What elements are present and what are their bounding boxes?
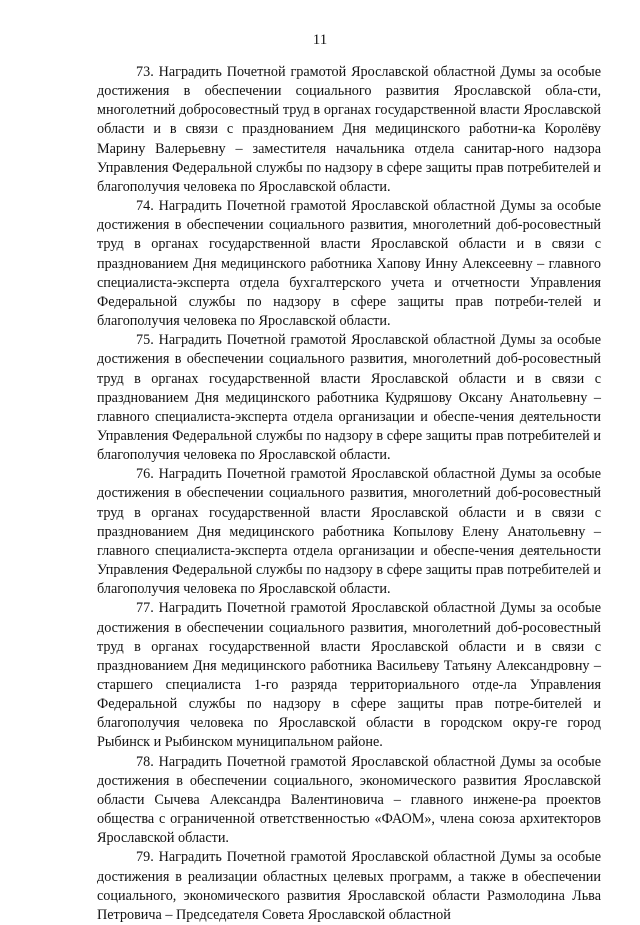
paragraph-74: 74. Наградить Почетной грамотой Ярославской областной Думы за особые достижения в обеспечении социального развития, многолетний доб-росовестный труд в органах государственной власти Ярославской области и в связи с празднованием Дня медицинского работника Хапову Инну Алексеевну – главного специалиста-эксперта отдела бухгалтерского учета и отчетности Управления Федеральной службы по надзору в сфере защиты прав потреби-телей и благополучия человека по Ярославской области.: [97, 198, 601, 330]
paragraph-78: 78. Наградить Почетной грамотой Ярославской областной Думы за особые достижения в обеспечении социального, экономического развития Ярославской области Сычева Александра Валентиновича – главного инжене-ра проектов общества с ограниченной ответственностью «ФАОМ», члена союза архитекторов Ярославской области.: [97, 753, 601, 847]
paragraph-77: 77. Наградить Почетной грамотой Ярославской областной Думы за особые достижения в обеспечении социального развития, многолетний доб-росовестный труд в органах государственной власти Ярославской области и в связи с празднованием Дня медицинского работника Васильеву Татьяну Александровну – старшего специалиста 1-го разряда территориального отде-ла Управления Федеральной службы по надзору в сфере защиты прав потре-бителей и благополучия человека по Ярославской области в городском окру-ге город Рыбинск и Рыбинском муниципальном районе.: [97, 600, 601, 751]
paragraph-75: 75. Наградить Почетной грамотой Ярославской областной Думы за особые достижения в обеспечении социального развития, многолетний доб-росовестный труд в органах государственной власти Ярославской области и в связи с празднованием Дня медицинского работника Кудряшову Оксану Анатольевну – главного специалиста-эксперта отдела организации и обеспе-чения деятельности Управления Федеральной службы по надзору в сфере защиты прав потребителей и благополучия человека по Ярославской области.: [97, 332, 601, 464]
paragraph-73: 73. Наградить Почетной грамотой Ярославской областной Думы за особые достижения в обеспечении социального развития Ярославской обла-сти, многолетний добросовестный труд в органах государственной власти Ярославской области и в связи с празднованием Дня медицинского работни-ка Королёву Марину Валерьевну – заместителя начальника отдела санитар-ного надзора Управления Федеральной службы по надзору в сфере защиты прав потребителей и благополучия человека по Ярославской области.: [97, 64, 601, 195]
paragraph-76: 76. Наградить Почетной грамотой Ярославской областной Думы за особые достижения в обеспечении социального развития, многолетний доб-росовестный труд в органах государственной власти Ярославской области и в связи с празднованием Дня медицинского работника Копылову Елену Анатольевну – главного специалиста-эксперта отдела организации и обеспе-чения деятельности Управления Федеральной службы по надзору в сфере защиты прав потребителей и благополучия человека по Ярославской области.: [97, 466, 601, 598]
paragraph-79: 79. Наградить Почетной грамотой Ярославской областной Думы за особые достижения в реализации областных целевых программ, а также в обеспечении социального, экономического развития Ярославской области Размолодина Льва Петровича – Председателя Совета Ярославской областной: [97, 849, 601, 923]
document-body: [97, 63, 601, 925]
page-number: 11: [312, 32, 328, 48]
